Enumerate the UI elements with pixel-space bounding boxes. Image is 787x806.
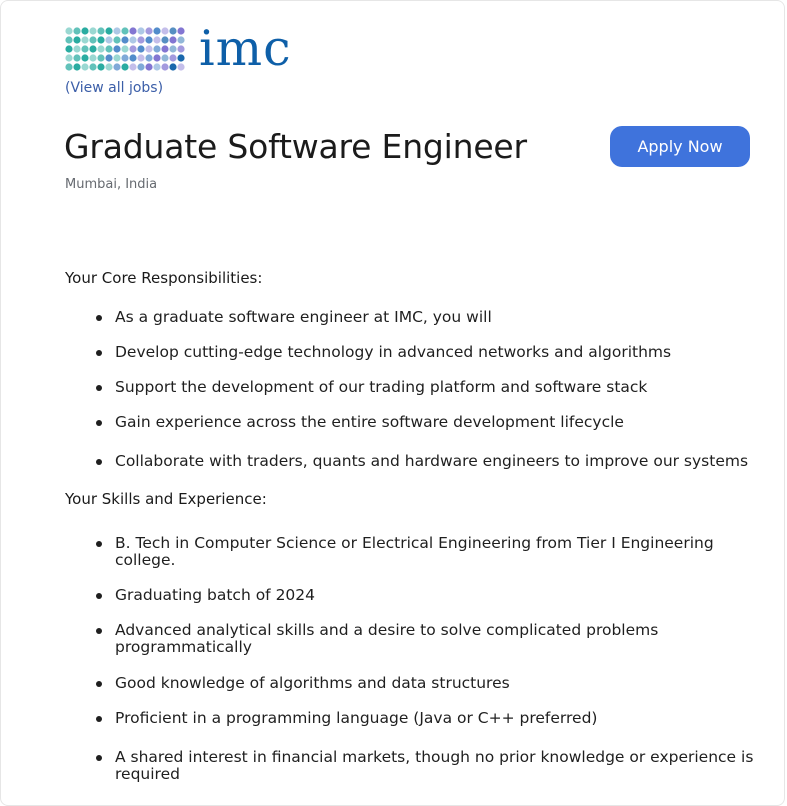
list-item: Graduating batch of 2024 — [115, 587, 755, 604]
responsibilities-heading: Your Core Responsibilities: — [65, 269, 263, 287]
list-item: Support the development of our trading platform and software stack — [115, 379, 755, 396]
list-item: Good knowledge of algorithms and data structures — [115, 675, 755, 692]
job-location: Mumbai, India — [65, 177, 158, 192]
list-item: Advanced analytical skills and a desire to solve complicated problems programmatically — [115, 622, 755, 656]
list-item: Gain experience across the entire software development lifecycle — [115, 414, 755, 431]
list-item: A shared interest in financial markets, though no prior knowledge or experience is required — [115, 748, 754, 783]
imc-logo[interactable] — [65, 20, 292, 77]
apply-now-button[interactable]: Apply Now — [610, 126, 750, 167]
job-title: Graduate Software Engineer — [64, 127, 527, 166]
skills-heading: Your Skills and Experience: — [65, 490, 267, 508]
view-all-jobs-link[interactable]: (View all jobs) — [65, 80, 164, 96]
imc-dot-grid-icon — [65, 26, 187, 72]
list-item: Collaborate with traders, quants and hardware engineers to improve our systems — [115, 453, 755, 470]
list-item: Develop cutting-edge technology in advanced networks and algorithms — [115, 344, 755, 361]
list-item: As a graduate software engineer at IMC, you will — [115, 309, 755, 326]
list-item: Proficient in a programming language (Java or C++ preferred) — [115, 710, 755, 727]
list-item: B. Tech in Computer Science or Electrical Engineering from Tier I Engineering college. — [115, 535, 755, 569]
logo-wordmark: imc — [199, 20, 292, 77]
